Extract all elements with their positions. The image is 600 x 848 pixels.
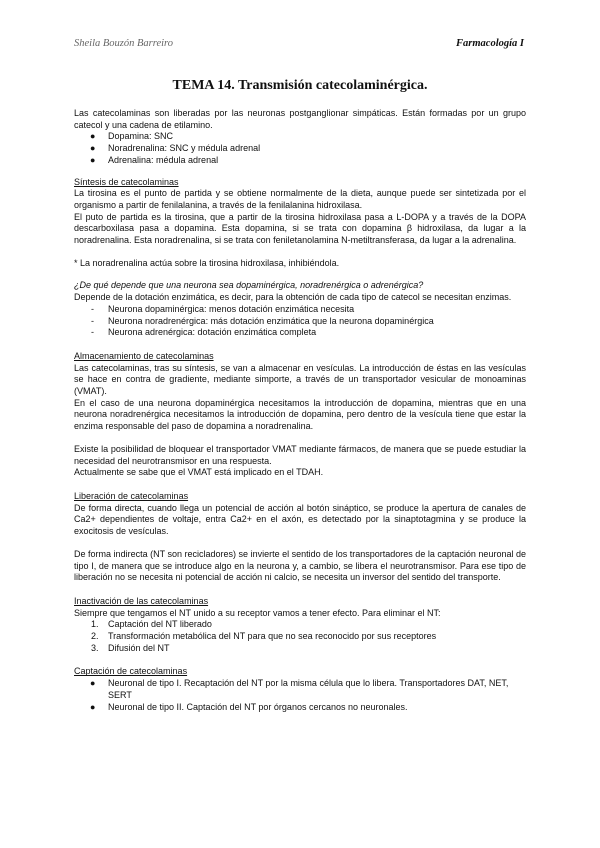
liberacion-paragraph-2: De forma indirecta (NT son recicladores) se invierte el sentido de los transportadores de la captación neuronal de tipo I, de manera que se introduce algo en la neurona y, a cambio, se libera el neurotransmisor. Para ese tipo de liberación no se necesita ni potencial de acción ni calcio, se necesita un inversor del sentido del transporte. (74, 548, 526, 583)
almacenamiento-paragraph-1: Las catecolaminas, tras su síntesis, se van a almacenar en vesículas. La introducción de éstas en las vesículas se hace en contra de gradiente, mediante simporte, a través de un transportador vesicular de monoaminas (VMAT). (74, 362, 526, 397)
almacenamiento-paragraph-4: Actualmente se sabe que el VMAT está implicado en el TDAH. (74, 467, 324, 478)
section-heading-liberacion: Liberación de catecolaminas (74, 490, 189, 501)
section-heading-sintesis: Síntesis de catecolaminas (74, 176, 179, 187)
list-item: ● Neuronal de tipo II. Captación del NT por órganos cercanos no neuronales. (90, 701, 408, 712)
dash-icon: - (91, 303, 94, 314)
almacenamiento-paragraph-3: Existe la posibilidad de bloquear el transportador VMAT mediante fármacos, de manera que se puede estudiar la necesidad del neurotransmisor en una respuesta. (74, 443, 526, 466)
dash-icon: - (91, 327, 94, 338)
list-item: 2. Transformación metabólica del NT para que no sea reconocido por sus receptores (91, 631, 437, 642)
intro-paragraph: Las catecolaminas son liberadas por las neuronas postganglionar simpáticas. Están formadas por un grupo catecol y una cadena de etilamino. (74, 108, 526, 130)
list-item: - Neurona adrenérgica: dotación enzimática completa (91, 327, 317, 338)
sintesis-list (74, 304, 526, 339)
dash-icon: - (91, 315, 94, 326)
bullet-icon: ● (90, 701, 96, 712)
section-heading-captacion: Captación de catecolaminas (74, 666, 188, 677)
list-item: 1. Captación del NT liberado (91, 619, 212, 630)
bullet-icon: ● (90, 154, 96, 165)
sintesis-paragraph-2: El puto de partida es la tirosina, que a partir de la tirosina hidroxilasa pasa a L-DOPA y a través de la DOPA descarboxilasa pasa a dopamina. Esta dopamina, si se trata con dopamina β hidroxilasa, da lugar a la noradrenalina. Esta noradrenalina, si se trata con feniletanolamina N-metiltransferasa, da lugar a la adrenalina. (74, 211, 526, 246)
captacion-list (74, 678, 526, 713)
inactivacion-intro: Siempre que tengamos el NT unido a su receptor vamos a tener efecto. Para eliminar el NT: (74, 607, 441, 618)
list-item: ● Dopamina: SNC (90, 131, 174, 142)
list-item: - Neurona noradrenérgica: más dotación enzimática que la neurona dopaminérgica (91, 315, 434, 326)
document-body (74, 78, 526, 713)
bullet-icon: ● (90, 678, 96, 689)
list-item: - Neurona dopaminérgica: menos dotación enzimática necesita (91, 303, 355, 314)
section-heading-almacenamiento: Almacenamiento de catecolaminas (74, 350, 214, 361)
page-title: TEMA 14. Transmisión catecolaminérgica. (172, 78, 428, 93)
list-item: ● Noradrenalina: SNC y médula adrenal (90, 143, 261, 154)
bullet-icon: ● (90, 131, 96, 142)
sintesis-note: * La noradrenalina actúa sobre la tirosina hidroxilasa, inhibiéndola. (74, 257, 340, 268)
sintesis-paragraph-1: La tirosina es el punto de partida y se obtiene normalmente de la dieta, aunque puede ser sintetizada por el organismo a partir de fenilalanina, a través de la fenilalanina hidroxilasa. (74, 188, 526, 210)
page-header (74, 38, 524, 52)
intro-list (74, 131, 526, 166)
list-item: 3. Difusión del NT (91, 642, 170, 653)
list-item: ● Neuronal de tipo I. Recaptación del NT por la misma célula que lo libera. Transportadores DAT, NET, SERT (90, 678, 509, 700)
almacenamiento-paragraph-2: En el caso de una neurona dopaminérgica necesitamos la introducción de dopamina, mientras que en una neurona noradrenérgica necesitamos la introducción de dopamina, pero dentro de la vesícula tiene que estar la enzima responsable del paso de dopamina a noradrenalina. (74, 397, 526, 432)
sintesis-answer: Depende de la dotación enzimática, es decir, para la obtención de cada tipo de catecol se necesitan enzimas. (74, 292, 512, 303)
sintesis-question: ¿De qué depende que una neurona sea dopaminérgica, noradrenérgica o adrenérgica? (74, 280, 424, 291)
liberacion-paragraph-1: De forma directa, cuando llega un potencial de acción al botón sináptico, se produce la apertura de canales de Ca2+ dependientes de voltaje, entra Ca2+ en el axón, es detectado por la sinaptotagmina y se produce la exocitosis de vesículas. (74, 502, 526, 537)
header-subject: Farmacología I (456, 38, 524, 49)
header-author: Sheila Bouzón Barreiro (74, 38, 173, 49)
inactivacion-list (74, 619, 526, 654)
bullet-icon: ● (90, 143, 96, 154)
list-item: ● Adrenalina: médula adrenal (90, 154, 219, 165)
section-heading-inactivacion: Inactivación de las catecolaminas (74, 595, 209, 606)
